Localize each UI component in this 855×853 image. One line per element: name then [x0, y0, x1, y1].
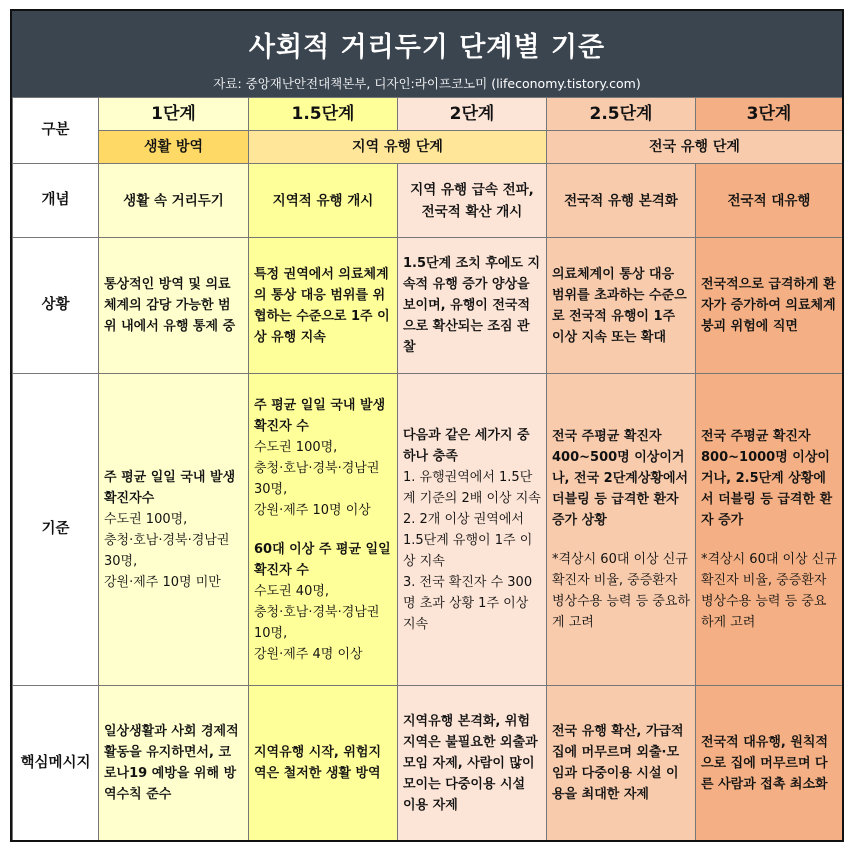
- message-level-2-5: 전국 유행 확산, 가급적 집에 머무르며 외출·모임과 다중이용 시설 이용을 최대한 자제: [547, 686, 696, 841]
- criteria-level-1-5: [249, 374, 398, 686]
- criteria-level-1-heading: 주 평균 일일 국내 발생 확진자수: [104, 469, 236, 506]
- criteria-level-2: [398, 374, 547, 686]
- criteria-level-1-5-heading-2: 60대 이상 주 평균 일일 확진자 수: [254, 541, 391, 578]
- phase-national-spread: 전국 유행 단계: [547, 131, 843, 164]
- criteria-level-2-5: [547, 374, 696, 686]
- concept-level-2-5: 전국적 유행 본격화: [547, 164, 696, 238]
- row-label-concept: 개념: [13, 164, 99, 238]
- criteria-level-1-5-line: 충청·호남·경북·경남권 10명,: [254, 604, 380, 641]
- message-level-1-5: 지역유행 시작, 위험지역은 철저한 생활 방역: [249, 686, 398, 841]
- level-header-row: [13, 98, 843, 131]
- situation-level-1-5: 특정 권역에서 의료체계의 통상 대응 범위를 위협하는 수준으로 1주 이상 유행 지속: [249, 238, 398, 374]
- spacer: [701, 531, 837, 549]
- situation-level-2-5: 의료체계이 통상 대응 범위를 초과하는 수준으로 전국적 유행이 1주 이상 지속 또는 확대: [547, 238, 696, 374]
- criteria-level-3: [696, 374, 843, 686]
- phase-daily-prevention: 생활 방역: [99, 131, 249, 164]
- message-level-3: 전국적 대유행, 원칙적으로 집에 머무르며 다른 사람과 접촉 최소화: [696, 686, 843, 841]
- message-level-1: 일상생활과 사회 경제적 활동을 유지하면서, 코로나19 예방을 위해 방역수칙 준수: [99, 686, 249, 841]
- row-label-message: 핵심메시지: [13, 686, 99, 841]
- phase-regional-spread: 지역 유행 단계: [249, 131, 547, 164]
- criteria-level-3-note: *격상시 60대 이상 신규확진자 비율, 중증환자 병상수용 능력 등 중요하게 고려: [701, 552, 837, 630]
- row-label-criteria: 기준: [13, 374, 99, 686]
- criteria-level-2-item: 3. 전국 확진자 수 300명 초과 상황 1주 이상 지속: [403, 574, 533, 632]
- criteria-level-3-main: 전국 주평균 확진자 800~1000명 이상이거나, 2.5단계 상황에서 더블링 등 급격한 환자 증가: [701, 429, 833, 528]
- criteria-level-1: [99, 374, 249, 686]
- criteria-level-1-line: 수도권 100명,: [104, 511, 188, 527]
- criteria-level-1-5-line: 강원·제주 4명 이상: [254, 646, 363, 662]
- criteria-row: [13, 374, 843, 686]
- situation-level-2: 1.5단계 조치 후에도 지속적 유행 증가 양상을 보이며, 유행이 전국적으로 확산되는 조짐 관찰: [398, 238, 547, 374]
- situation-row: [13, 238, 843, 374]
- criteria-level-2-heading: 다음과 같은 세가지 중 하나 충족: [403, 427, 530, 464]
- concept-level-3: 전국적 대유행: [696, 164, 843, 238]
- concept-level-1-5: 지역적 유행 개시: [249, 164, 398, 238]
- source-caption: 자료: 중앙재난안전대책본부, 디자인:라이프코노미 (lifeconomy.tistory.com): [213, 76, 641, 91]
- level-3-header: 3단계: [696, 98, 843, 131]
- page-title: 사회적 거리두기 단계별 기준: [248, 32, 606, 63]
- level-2-5-header: 2.5단계: [547, 98, 696, 131]
- message-level-2: 지역유행 본격화, 위험지역은 불필요한 외출과 모임 자제, 사람이 많이 모이는 다중이용 시설 이용 자제: [398, 686, 547, 841]
- row-label-category: 구분: [13, 98, 99, 164]
- criteria-level-2-5-note: *격상시 60대 이상 신규확진자 비율, 중증환자 병상수용 능력 등 중요하게 고려: [552, 552, 690, 630]
- concept-row: [13, 164, 843, 238]
- level-1-5-header: 1.5단계: [249, 98, 398, 131]
- situation-level-3: 전국적으로 급격하게 환자가 증가하여 의료체계 붕괴 위험에 직면: [696, 238, 843, 374]
- criteria-level-1-5-line: 강원·제주 10명 이상: [254, 502, 371, 518]
- criteria-level-1-5-line: 수도권 40명,: [254, 583, 330, 599]
- message-row: [13, 686, 843, 841]
- criteria-level-2-item: 2. 2개 이상 권역에서 1.5단계 유행이 1주 이상 지속: [403, 511, 533, 569]
- level-1-header: 1단계: [99, 98, 249, 131]
- phase-row: [13, 131, 843, 164]
- concept-level-2: 지역 유행 급속 전파, 전국적 확산 개시: [398, 164, 547, 238]
- criteria-level-1-line: 충청·호남·경북·경남권 30명,: [104, 532, 230, 569]
- criteria-level-1-5-line: 수도권 100명,: [254, 439, 338, 455]
- criteria-level-1-5-heading-1: 주 평균 일일 국내 발생 확진자 수: [254, 397, 386, 434]
- situation-level-1: 통상적인 방역 및 의료체계의 감당 가능한 범위 내에서 유행 통제 중: [99, 238, 249, 374]
- criteria-level-2-item: 1. 유행권역에서 1.5단계 기준의 2배 이상 지속: [403, 469, 541, 506]
- spacer: [552, 531, 690, 549]
- concept-level-1: 생활 속 거리두기: [99, 164, 249, 238]
- title-header: [12, 11, 842, 97]
- criteria-level-1-5-line: 충청·호남·경북·경남권 30명,: [254, 460, 380, 497]
- criteria-level-2-5-main: 전국 주평균 확진자 400~500명 이상이거나, 전국 2단계상황에서 더블링 등 급격한 환자 증가 상황: [552, 429, 689, 528]
- table-frame: [10, 9, 844, 842]
- row-label-situation: 상황: [13, 238, 99, 374]
- criteria-level-1-line: 강원·제주 10명 미만: [104, 574, 221, 590]
- spacer: [254, 521, 392, 539]
- level-2-header: 2단계: [398, 98, 547, 131]
- distancing-level-table: [12, 97, 843, 841]
